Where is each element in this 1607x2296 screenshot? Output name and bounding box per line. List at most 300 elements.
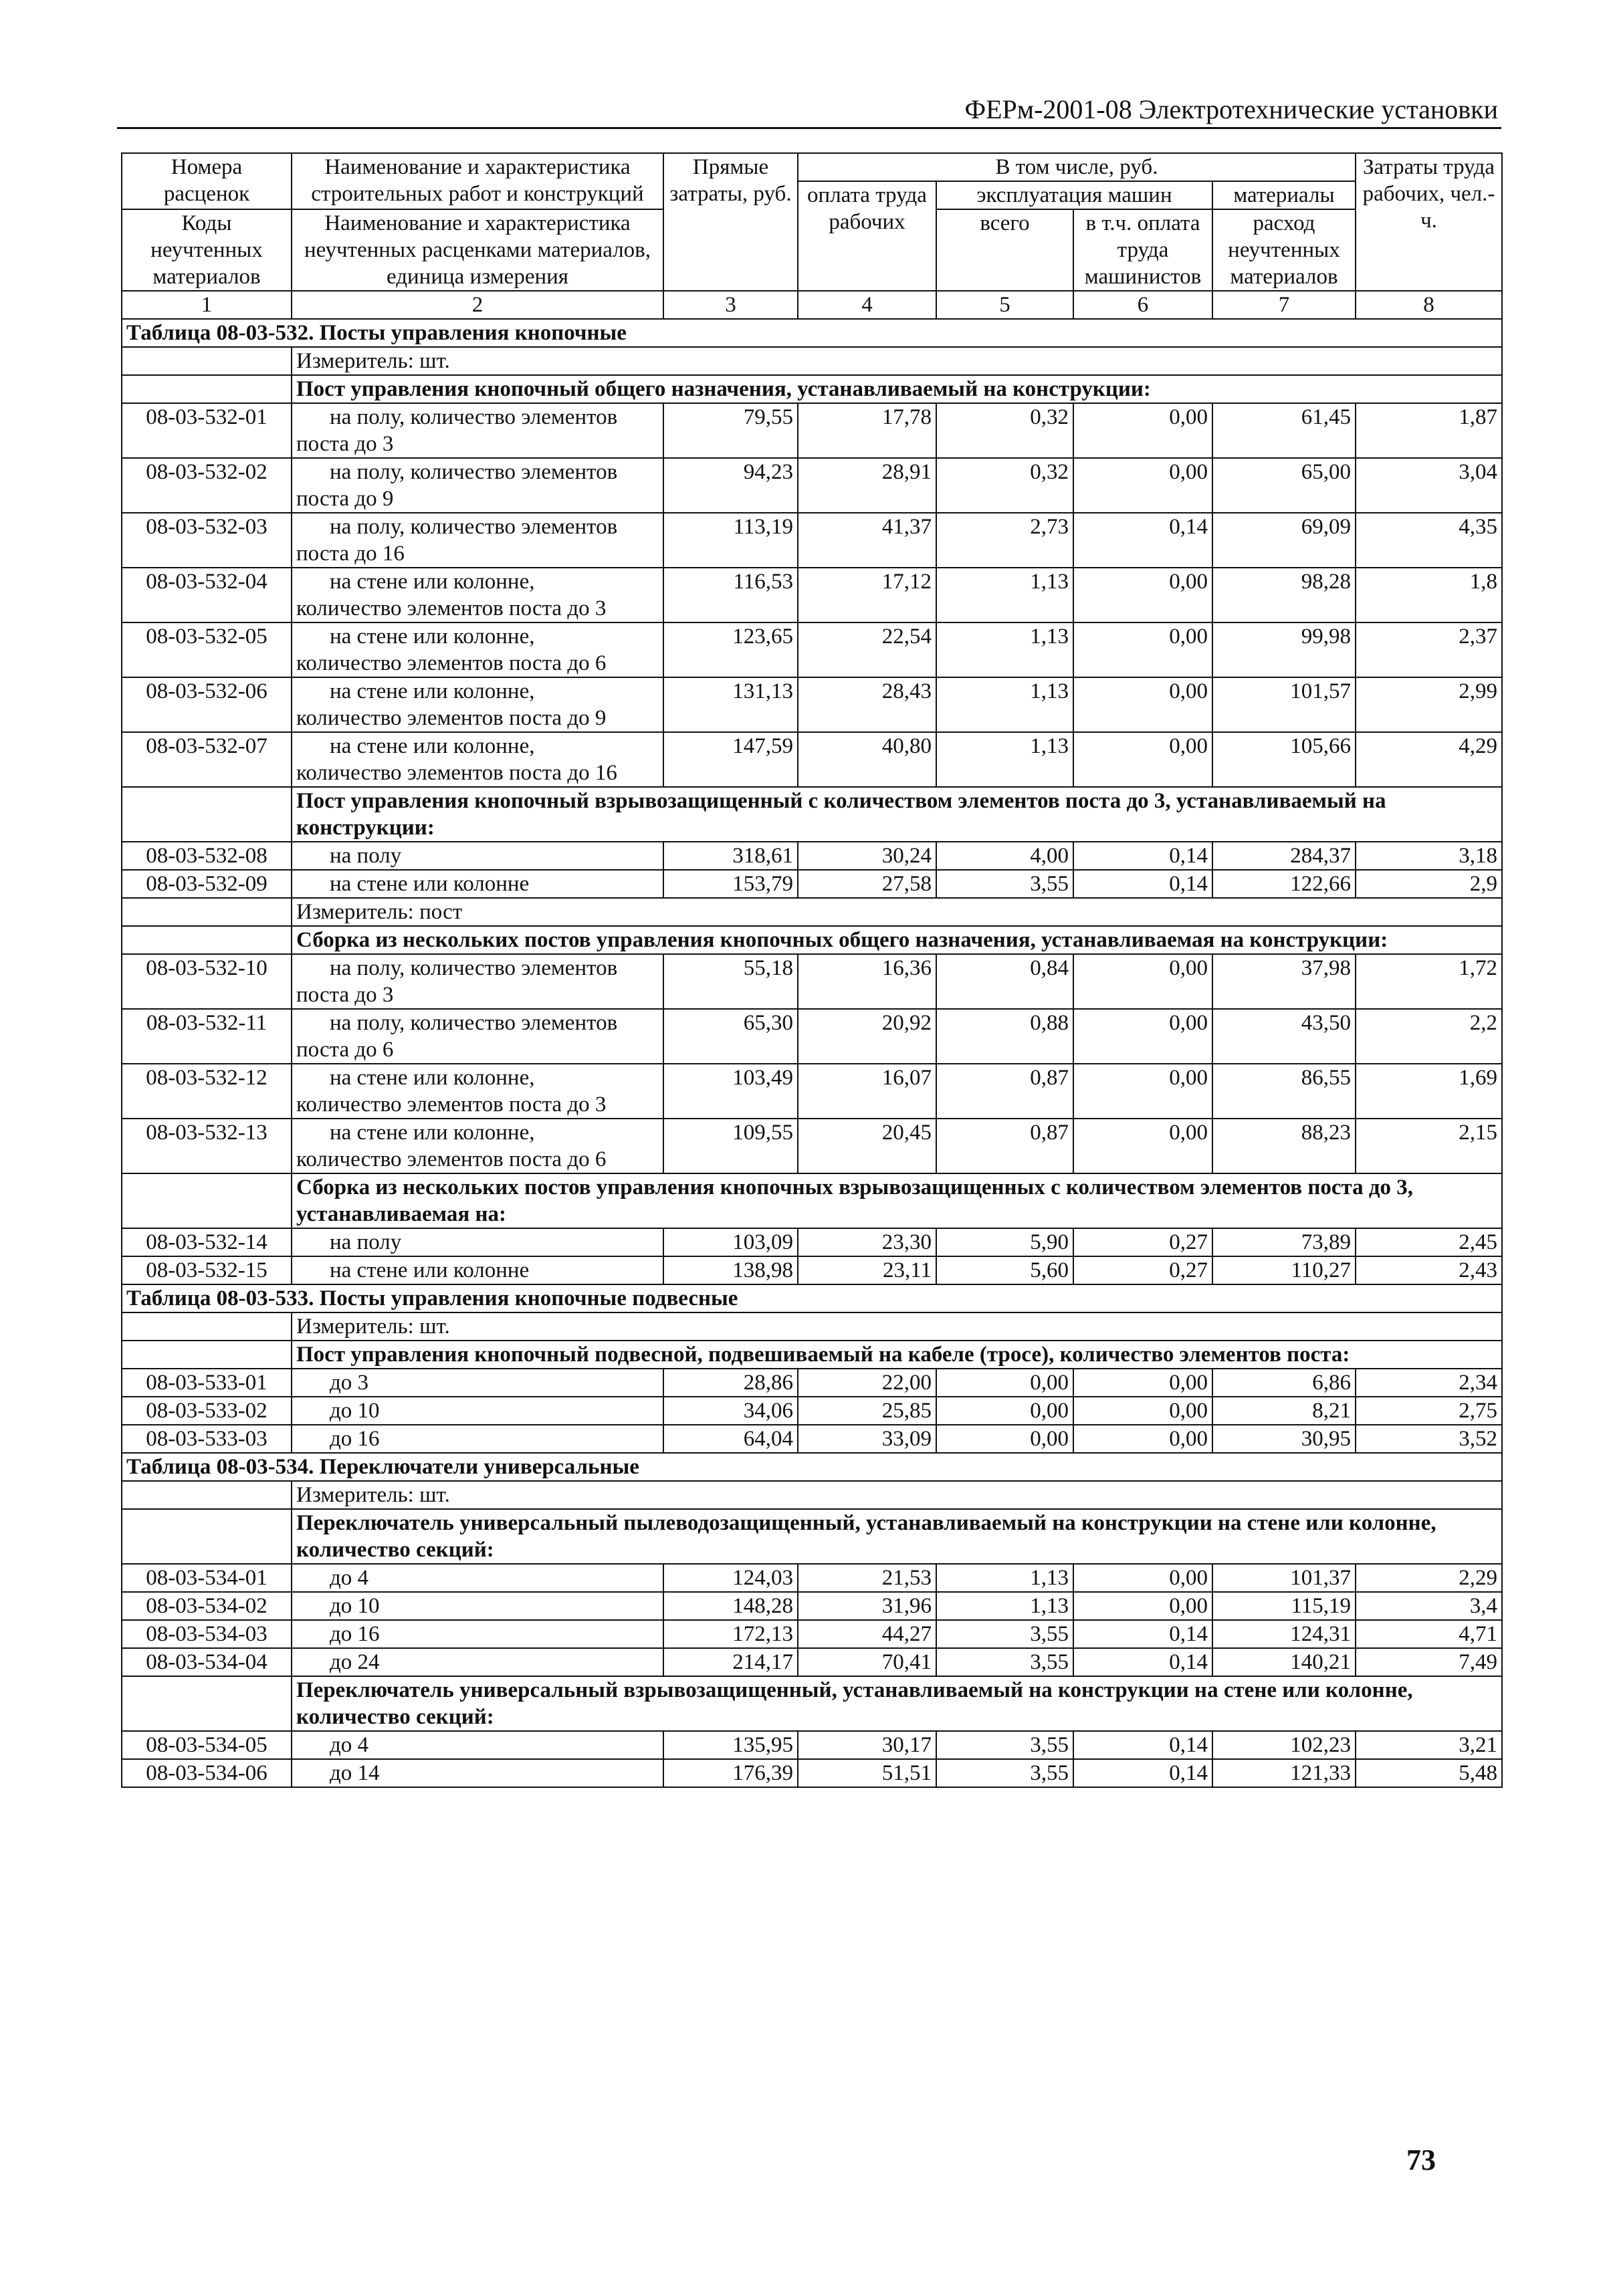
work-description xyxy=(292,513,663,568)
work-description xyxy=(292,870,663,898)
material-costs-value: 37,98 xyxy=(1212,954,1356,1009)
direct-costs-value: 109,55 xyxy=(663,1119,798,1173)
group-heading: Переключатель универсальный взрывозащищенный, устанавливаемый на конструкции на стене или колонне, количество секций: xyxy=(292,1676,1502,1731)
material-costs-value: 69,09 xyxy=(1212,513,1356,568)
direct-costs-value: 135,95 xyxy=(663,1731,798,1759)
worker-pay-value: 20,92 xyxy=(798,1009,936,1064)
work-description xyxy=(292,622,663,677)
group-row xyxy=(122,787,1502,842)
description-line: до 4 xyxy=(330,1733,369,1757)
table-row xyxy=(122,1064,1502,1119)
table-row xyxy=(122,1425,1502,1453)
table-row xyxy=(122,622,1502,677)
table-row xyxy=(122,513,1502,568)
operator-pay-value: 0,00 xyxy=(1073,954,1212,1009)
material-costs-value: 121,33 xyxy=(1212,1759,1356,1787)
table-row xyxy=(122,677,1502,732)
description-line: на стене или колонне, xyxy=(330,624,535,649)
col-number: 8 xyxy=(1356,291,1502,319)
description-line: поста до 3 xyxy=(296,432,394,456)
direct-costs-value: 116,53 xyxy=(663,568,798,622)
description-line: на полу, количество элементов xyxy=(330,1011,618,1035)
machine-costs-value: 1,13 xyxy=(936,622,1073,677)
machine-costs-value: 1,13 xyxy=(936,732,1073,787)
description-line: на стене или колонне, xyxy=(330,570,535,594)
labor-hours-value: 1,8 xyxy=(1356,568,1502,622)
description-line: на стене или колонне, xyxy=(330,1066,535,1090)
table-row xyxy=(122,1369,1502,1397)
work-description xyxy=(292,1425,663,1453)
col-header-material-names: Наименование и характеристика неучтенных расценками материалов, единица измерения xyxy=(292,209,663,291)
table-row xyxy=(122,403,1502,458)
material-costs-value: 101,57 xyxy=(1212,677,1356,732)
operator-pay-value: 0,14 xyxy=(1073,870,1212,898)
group-row xyxy=(122,926,1502,954)
group-heading: Сборка из нескольких постов управления кнопочных общего назначения, устанавливаемая на конструкции: xyxy=(292,926,1502,954)
unit-label: Измеритель: шт. xyxy=(292,347,1502,375)
operator-pay-value: 0,00 xyxy=(1073,1592,1212,1620)
labor-hours-value: 1,72 xyxy=(1356,954,1502,1009)
table-row xyxy=(122,568,1502,622)
rate-code: 08-03-532-05 xyxy=(122,622,292,677)
direct-costs-value: 65,30 xyxy=(663,1009,798,1064)
operator-pay-value: 0,00 xyxy=(1073,677,1212,732)
work-description xyxy=(292,1009,663,1064)
worker-pay-value: 40,80 xyxy=(798,732,936,787)
labor-hours-value: 1,87 xyxy=(1356,403,1502,458)
direct-costs-value: 318,61 xyxy=(663,842,798,870)
description-line: на стене или колонне, xyxy=(330,734,535,758)
description-line: количество элементов поста до 3 xyxy=(296,1093,607,1117)
material-costs-value: 102,23 xyxy=(1212,1731,1356,1759)
worker-pay-value: 30,24 xyxy=(798,842,936,870)
worker-pay-value: 41,37 xyxy=(798,513,936,568)
labor-hours-value: 2,37 xyxy=(1356,622,1502,677)
rate-code: 08-03-534-01 xyxy=(122,1564,292,1592)
direct-costs-value: 28,86 xyxy=(663,1369,798,1397)
work-description xyxy=(292,1759,663,1787)
table-row xyxy=(122,1592,1502,1620)
description-line: на стене или колонне xyxy=(330,872,530,896)
worker-pay-value: 17,78 xyxy=(798,403,936,458)
rate-code: 08-03-532-15 xyxy=(122,1256,292,1284)
machine-costs-value: 0,00 xyxy=(936,1425,1073,1453)
description-line: количество элементов поста до 6 xyxy=(296,651,607,675)
material-costs-value: 86,55 xyxy=(1212,1064,1356,1119)
direct-costs-value: 113,19 xyxy=(663,513,798,568)
labor-hours-value: 4,35 xyxy=(1356,513,1502,568)
description-line: поста до 6 xyxy=(296,1038,394,1062)
operator-pay-value: 0,00 xyxy=(1073,403,1212,458)
material-costs-value: 8,21 xyxy=(1212,1397,1356,1425)
table-title: Таблица 08-03-534. Переключатели универсальные xyxy=(122,1453,1502,1481)
description-line: до 24 xyxy=(330,1650,380,1674)
running-head: ФЕРм-2001-08 Электротехнические установки xyxy=(964,94,1498,124)
worker-pay-value: 33,09 xyxy=(798,1425,936,1453)
unit-label: Измеритель: шт. xyxy=(292,1312,1502,1341)
material-costs-value: 98,28 xyxy=(1212,568,1356,622)
work-description xyxy=(292,1564,663,1592)
table-title: Таблица 08-03-532. Посты управления кнопочные xyxy=(122,319,1502,347)
table-row xyxy=(122,1731,1502,1759)
group-row xyxy=(122,1509,1502,1564)
col-header-codes: Номера расценок xyxy=(122,153,292,209)
material-costs-value: 6,86 xyxy=(1212,1369,1356,1397)
work-description xyxy=(292,842,663,870)
work-description xyxy=(292,1228,663,1256)
operator-pay-value: 0,27 xyxy=(1073,1228,1212,1256)
direct-costs-value: 147,59 xyxy=(663,732,798,787)
labor-hours-value: 5,48 xyxy=(1356,1759,1502,1787)
table-title-row xyxy=(122,1453,1502,1481)
description-line: до 10 xyxy=(330,1399,380,1423)
table-row xyxy=(122,1397,1502,1425)
worker-pay-value: 28,43 xyxy=(798,677,936,732)
description-line: количество элементов поста до 6 xyxy=(296,1147,607,1171)
table-row xyxy=(122,1228,1502,1256)
labor-hours-value: 2,75 xyxy=(1356,1397,1502,1425)
labor-hours-value: 2,45 xyxy=(1356,1228,1502,1256)
description-line: количество элементов поста до 16 xyxy=(296,761,617,785)
worker-pay-value: 23,30 xyxy=(798,1228,936,1256)
material-costs-value: 101,37 xyxy=(1212,1564,1356,1592)
description-line: на стене или колонне, xyxy=(330,679,535,703)
worker-pay-value: 51,51 xyxy=(798,1759,936,1787)
material-costs-value: 30,95 xyxy=(1212,1425,1356,1453)
rate-code: 08-03-534-04 xyxy=(122,1648,292,1676)
operator-pay-value: 0,14 xyxy=(1073,513,1212,568)
operator-pay-value: 0,00 xyxy=(1073,458,1212,513)
material-costs-value: 61,45 xyxy=(1212,403,1356,458)
group-heading: Пост управления кнопочный общего назначения, устанавливаемый на конструкции: xyxy=(292,375,1502,403)
column-header-row-1 xyxy=(122,153,1502,181)
table-row xyxy=(122,1009,1502,1064)
work-description xyxy=(292,1648,663,1676)
material-costs-value: 122,66 xyxy=(1212,870,1356,898)
work-description xyxy=(292,1064,663,1119)
description-line: на полу, количество элементов xyxy=(330,956,618,980)
description-line: количество элементов поста до 3 xyxy=(296,596,607,620)
worker-pay-value: 16,07 xyxy=(798,1064,936,1119)
table-row xyxy=(122,458,1502,513)
machine-costs-value: 4,00 xyxy=(936,842,1073,870)
direct-costs-value: 148,28 xyxy=(663,1592,798,1620)
rate-code: 08-03-532-03 xyxy=(122,513,292,568)
col-number: 7 xyxy=(1212,291,1356,319)
operator-pay-value: 0,27 xyxy=(1073,1256,1212,1284)
machine-costs-value: 0,00 xyxy=(936,1397,1073,1425)
work-description xyxy=(292,1256,663,1284)
col-number: 5 xyxy=(936,291,1073,319)
col-header-name: Наименование и характеристика строительных работ и конструкций xyxy=(292,153,663,209)
col-number: 3 xyxy=(663,291,798,319)
price-table xyxy=(121,152,1503,1788)
machine-costs-value: 0,88 xyxy=(936,1009,1073,1064)
column-number-row xyxy=(122,291,1502,319)
worker-pay-value: 31,96 xyxy=(798,1592,936,1620)
col-header-material-codes: Коды неучтенных материалов xyxy=(122,209,292,291)
operator-pay-value: 0,00 xyxy=(1073,1119,1212,1173)
rate-code: 08-03-532-13 xyxy=(122,1119,292,1173)
direct-costs-value: 124,03 xyxy=(663,1564,798,1592)
labor-hours-value: 3,52 xyxy=(1356,1425,1502,1453)
worker-pay-value: 23,11 xyxy=(798,1256,936,1284)
col-number: 1 xyxy=(122,291,292,319)
direct-costs-value: 94,23 xyxy=(663,458,798,513)
labor-hours-value: 1,69 xyxy=(1356,1064,1502,1119)
direct-costs-value: 103,49 xyxy=(663,1064,798,1119)
operator-pay-value: 0,00 xyxy=(1073,1425,1212,1453)
operator-pay-value: 0,00 xyxy=(1073,1564,1212,1592)
direct-costs-value: 176,39 xyxy=(663,1759,798,1787)
col-header-worker-pay: оплата труда рабочих xyxy=(798,181,936,291)
direct-costs-value: 34,06 xyxy=(663,1397,798,1425)
operator-pay-value: 0,00 xyxy=(1073,732,1212,787)
machine-costs-value: 0,87 xyxy=(936,1064,1073,1119)
work-description xyxy=(292,732,663,787)
work-description xyxy=(292,1620,663,1648)
machine-costs-value: 3,55 xyxy=(936,1731,1073,1759)
worker-pay-value: 25,85 xyxy=(798,1397,936,1425)
operator-pay-value: 0,14 xyxy=(1073,842,1212,870)
table-row xyxy=(122,1620,1502,1648)
machine-costs-value: 5,90 xyxy=(936,1228,1073,1256)
table-title: Таблица 08-03-533. Посты управления кнопочные подвесные xyxy=(122,1284,1502,1312)
machine-costs-value: 0,00 xyxy=(936,1369,1073,1397)
col-number: 2 xyxy=(292,291,663,319)
description-line: на полу xyxy=(330,1230,402,1254)
table-row xyxy=(122,1564,1502,1592)
group-heading: Переключатель универсальный пылеводозащищенный, устанавливаемый на конструкции на стене или колонне, количество секций: xyxy=(292,1509,1502,1564)
group-row xyxy=(122,375,1502,403)
operator-pay-value: 0,14 xyxy=(1073,1620,1212,1648)
worker-pay-value: 20,45 xyxy=(798,1119,936,1173)
direct-costs-value: 153,79 xyxy=(663,870,798,898)
work-description xyxy=(292,403,663,458)
rate-code: 08-03-532-09 xyxy=(122,870,292,898)
rate-code: 08-03-532-11 xyxy=(122,1009,292,1064)
material-costs-value: 110,27 xyxy=(1212,1256,1356,1284)
description-line: до 4 xyxy=(330,1566,369,1590)
col-header-operator-pay: в т.ч. оплата труда машинистов xyxy=(1073,209,1212,291)
work-description xyxy=(292,1592,663,1620)
material-costs-value: 43,50 xyxy=(1212,1009,1356,1064)
direct-costs-value: 55,18 xyxy=(663,954,798,1009)
labor-hours-value: 2,15 xyxy=(1356,1119,1502,1173)
description-line: до 16 xyxy=(330,1427,380,1451)
machine-costs-value: 1,13 xyxy=(936,1564,1073,1592)
work-description xyxy=(292,1397,663,1425)
worker-pay-value: 22,00 xyxy=(798,1369,936,1397)
group-heading: Пост управления кнопочный взрывозащищенный с количеством элементов поста до 3, устанавливаемый на конструкции: xyxy=(292,787,1502,842)
rate-code: 08-03-534-05 xyxy=(122,1731,292,1759)
description-line: до 14 xyxy=(330,1761,380,1785)
group-heading: Пост управления кнопочный подвесной, подвешиваемый на кабеле (тросе), количество элементов поста: xyxy=(292,1341,1502,1369)
rate-code: 08-03-532-07 xyxy=(122,732,292,787)
work-description xyxy=(292,1731,663,1759)
unit-row xyxy=(122,898,1502,926)
col-number: 6 xyxy=(1073,291,1212,319)
worker-pay-value: 21,53 xyxy=(798,1564,936,1592)
unit-row xyxy=(122,347,1502,375)
rate-code: 08-03-532-12 xyxy=(122,1064,292,1119)
direct-costs-value: 123,65 xyxy=(663,622,798,677)
direct-costs-value: 214,17 xyxy=(663,1648,798,1676)
description-line: до 10 xyxy=(330,1594,380,1618)
col-header-machines-total: всего xyxy=(936,209,1073,291)
col-header-machines: эксплуатация машин xyxy=(936,181,1212,209)
description-line: на полу, количество элементов xyxy=(330,405,618,429)
work-description xyxy=(292,568,663,622)
operator-pay-value: 0,00 xyxy=(1073,568,1212,622)
labor-hours-value: 7,49 xyxy=(1356,1648,1502,1676)
table-row xyxy=(122,1119,1502,1173)
worker-pay-value: 22,54 xyxy=(798,622,936,677)
work-description xyxy=(292,1119,663,1173)
operator-pay-value: 0,00 xyxy=(1073,1397,1212,1425)
rate-code: 08-03-532-01 xyxy=(122,403,292,458)
table-row xyxy=(122,1759,1502,1787)
table-title-row xyxy=(122,319,1502,347)
machine-costs-value: 5,60 xyxy=(936,1256,1073,1284)
direct-costs-value: 172,13 xyxy=(663,1620,798,1648)
labor-hours-value: 2,2 xyxy=(1356,1009,1502,1064)
worker-pay-value: 70,41 xyxy=(798,1648,936,1676)
description-line: до 3 xyxy=(330,1371,369,1395)
worker-pay-value: 27,58 xyxy=(798,870,936,898)
material-costs-value: 284,37 xyxy=(1212,842,1356,870)
header-rule xyxy=(117,127,1501,129)
operator-pay-value: 0,14 xyxy=(1073,1759,1212,1787)
col-number: 4 xyxy=(798,291,936,319)
machine-costs-value: 0,32 xyxy=(936,458,1073,513)
machine-costs-value: 0,32 xyxy=(936,403,1073,458)
unit-row xyxy=(122,1312,1502,1341)
machine-costs-value: 3,55 xyxy=(936,870,1073,898)
description-line: на полу xyxy=(330,844,402,868)
rate-code: 08-03-534-03 xyxy=(122,1620,292,1648)
operator-pay-value: 0,00 xyxy=(1073,1369,1212,1397)
labor-hours-value: 3,04 xyxy=(1356,458,1502,513)
col-header-labor-hours: Затраты труда рабочих, чел.-ч. xyxy=(1356,153,1502,291)
group-row xyxy=(122,1173,1502,1228)
rate-code: 08-03-532-08 xyxy=(122,842,292,870)
work-description xyxy=(292,677,663,732)
worker-pay-value: 28,91 xyxy=(798,458,936,513)
rate-code: 08-03-532-14 xyxy=(122,1228,292,1256)
machine-costs-value: 1,13 xyxy=(936,677,1073,732)
material-costs-value: 115,19 xyxy=(1212,1592,1356,1620)
table-row xyxy=(122,1256,1502,1284)
labor-hours-value: 2,29 xyxy=(1356,1564,1502,1592)
group-heading: Сборка из нескольких постов управления кнопочных взрывозащищенных с количеством элементов поста до 3, устанавливаемая на: xyxy=(292,1173,1502,1228)
worker-pay-value: 44,27 xyxy=(798,1620,936,1648)
machine-costs-value: 0,84 xyxy=(936,954,1073,1009)
description-line: на полу, количество элементов xyxy=(330,515,618,539)
group-row xyxy=(122,1676,1502,1731)
labor-hours-value: 4,29 xyxy=(1356,732,1502,787)
description-line: поста до 3 xyxy=(296,983,394,1007)
description-line: на стене или колонне, xyxy=(330,1121,535,1145)
direct-costs-value: 131,13 xyxy=(663,677,798,732)
material-costs-value: 73,89 xyxy=(1212,1228,1356,1256)
work-description xyxy=(292,1369,663,1397)
direct-costs-value: 103,09 xyxy=(663,1228,798,1256)
description-line: поста до 9 xyxy=(296,487,394,511)
rate-code: 08-03-532-04 xyxy=(122,568,292,622)
unit-label: Измеритель: шт. xyxy=(292,1481,1502,1509)
direct-costs-value: 64,04 xyxy=(663,1425,798,1453)
group-row xyxy=(122,1341,1502,1369)
material-costs-value: 88,23 xyxy=(1212,1119,1356,1173)
rate-code: 08-03-533-02 xyxy=(122,1397,292,1425)
operator-pay-value: 0,00 xyxy=(1073,622,1212,677)
labor-hours-value: 2,99 xyxy=(1356,677,1502,732)
operator-pay-value: 0,14 xyxy=(1073,1731,1212,1759)
page-number: 73 xyxy=(1406,2144,1436,2176)
material-costs-value: 124,31 xyxy=(1212,1620,1356,1648)
table-row xyxy=(122,954,1502,1009)
worker-pay-value: 30,17 xyxy=(798,1731,936,1759)
operator-pay-value: 0,00 xyxy=(1073,1064,1212,1119)
material-costs-value: 140,21 xyxy=(1212,1648,1356,1676)
material-costs-value: 99,98 xyxy=(1212,622,1356,677)
unit-row xyxy=(122,1481,1502,1509)
labor-hours-value: 2,34 xyxy=(1356,1369,1502,1397)
machine-costs-value: 0,87 xyxy=(936,1119,1073,1173)
rate-code: 08-03-534-02 xyxy=(122,1592,292,1620)
material-costs-value: 105,66 xyxy=(1212,732,1356,787)
material-costs-value: 65,00 xyxy=(1212,458,1356,513)
work-description xyxy=(292,458,663,513)
machine-costs-value: 2,73 xyxy=(936,513,1073,568)
table-row xyxy=(122,732,1502,787)
labor-hours-value: 4,71 xyxy=(1356,1620,1502,1648)
labor-hours-value: 3,21 xyxy=(1356,1731,1502,1759)
machine-costs-value: 3,55 xyxy=(936,1759,1073,1787)
rate-code: 08-03-532-06 xyxy=(122,677,292,732)
machine-costs-value: 1,13 xyxy=(936,568,1073,622)
labor-hours-value: 2,43 xyxy=(1356,1256,1502,1284)
labor-hours-value: 3,4 xyxy=(1356,1592,1502,1620)
table-title-row xyxy=(122,1284,1502,1312)
table-row xyxy=(122,870,1502,898)
description-line: до 16 xyxy=(330,1622,380,1646)
unit-label: Измеритель: пост xyxy=(292,898,1502,926)
work-description xyxy=(292,954,663,1009)
col-header-materials: материалы xyxy=(1212,181,1356,209)
col-header-direct-costs: Прямые затраты, руб. xyxy=(663,153,798,291)
col-header-including: В том числе, руб. xyxy=(798,153,1356,181)
labor-hours-value: 3,18 xyxy=(1356,842,1502,870)
description-line: поста до 16 xyxy=(296,542,405,566)
direct-costs-value: 79,55 xyxy=(663,403,798,458)
operator-pay-value: 0,00 xyxy=(1073,1009,1212,1064)
rate-code: 08-03-532-02 xyxy=(122,458,292,513)
table-row xyxy=(122,1648,1502,1676)
rate-code: 08-03-533-03 xyxy=(122,1425,292,1453)
worker-pay-value: 16,36 xyxy=(798,954,936,1009)
description-line: на стене или колонне xyxy=(330,1258,530,1282)
table-row xyxy=(122,842,1502,870)
description-line: количество элементов поста до 9 xyxy=(296,706,607,730)
description-line: на полу, количество элементов xyxy=(330,460,618,484)
machine-costs-value: 3,55 xyxy=(936,1620,1073,1648)
machine-costs-value: 3,55 xyxy=(936,1648,1073,1676)
rate-code: 08-03-534-06 xyxy=(122,1759,292,1787)
rate-code: 08-03-532-10 xyxy=(122,954,292,1009)
col-header-material-usage: расход неучтенных материалов xyxy=(1212,209,1356,291)
